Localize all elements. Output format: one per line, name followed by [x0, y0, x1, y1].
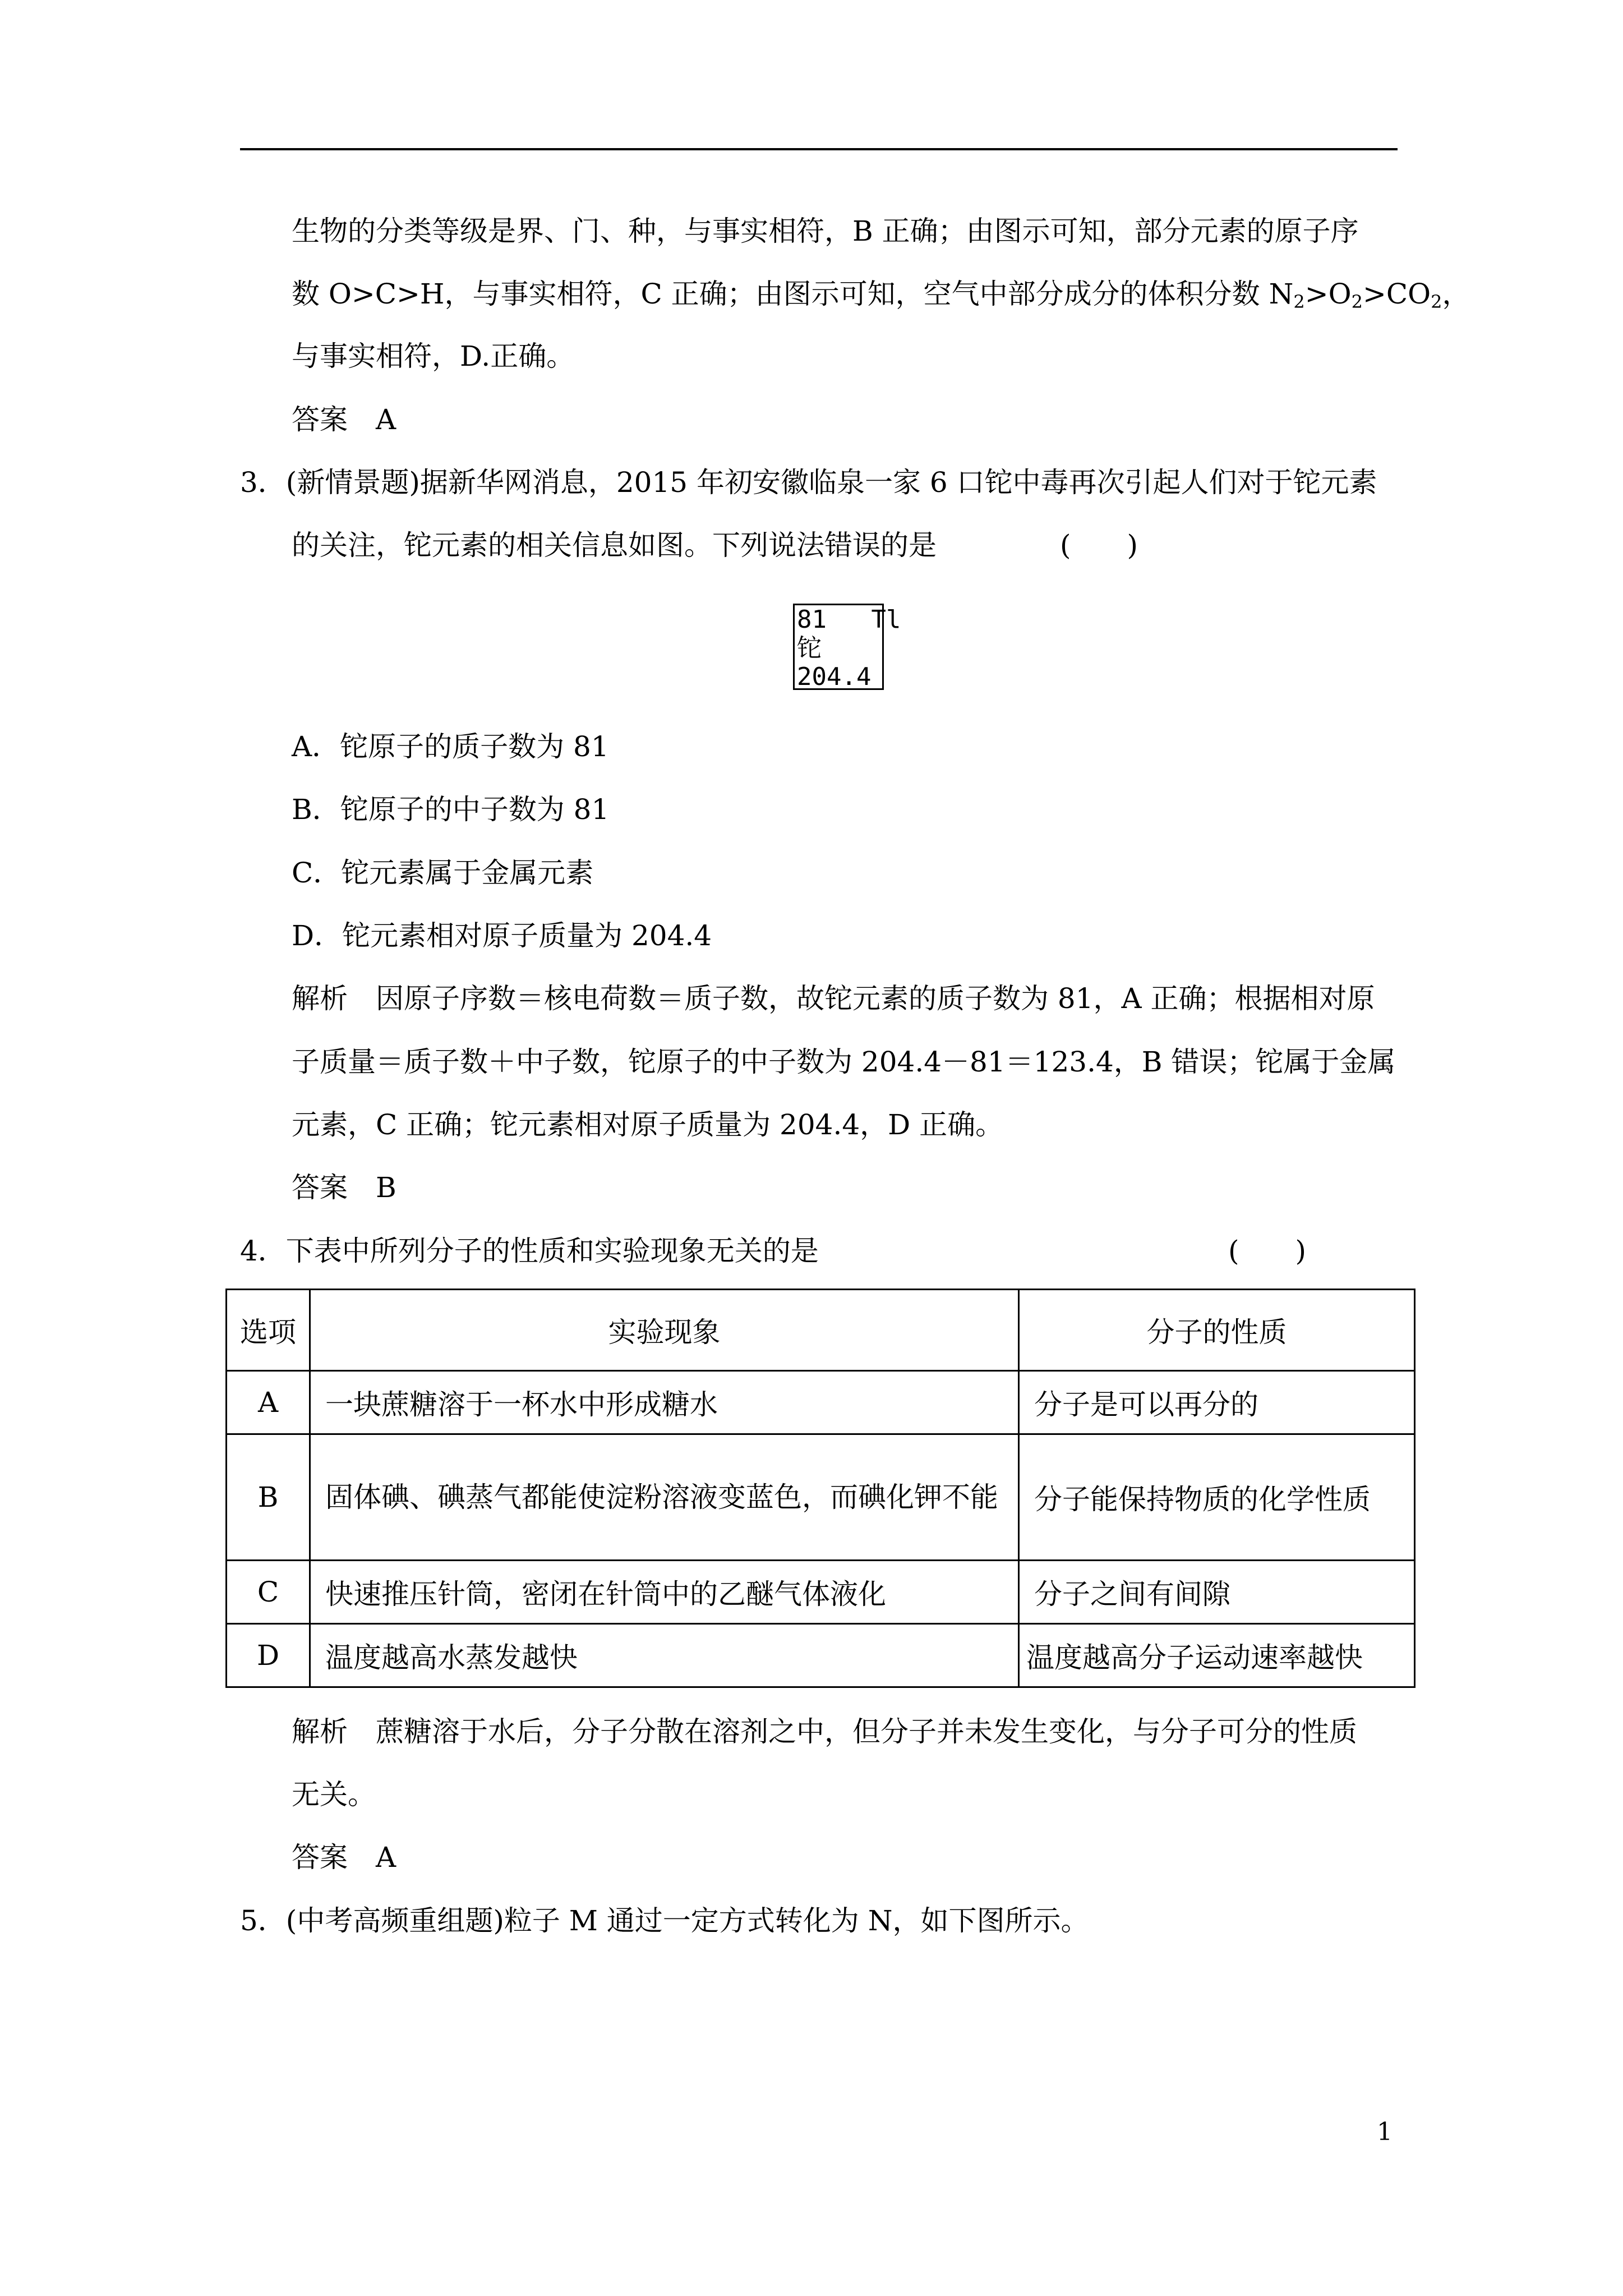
- q3-option-c: C．铊元素属于金属元素: [292, 857, 594, 889]
- q3-answer: 答案 B: [292, 1171, 396, 1204]
- q4-answer: 答案 A: [292, 1841, 396, 1874]
- table-row: [227, 1624, 1415, 1687]
- q4-analysis-line-2: 无关。: [292, 1778, 376, 1811]
- q3-option-a: A．铊原子的质子数为 81: [292, 730, 609, 763]
- intro-line-3: 与事实相符，D.正确。: [292, 340, 575, 372]
- table-row: [227, 1561, 1415, 1624]
- intro-line-1: 生物的分类等级是界、门、种，与事实相符，B 正确；由图示可知，部分元素的原子序: [292, 215, 1359, 247]
- q3-option-d: D．铊元素相对原子质量为 204.4: [292, 919, 712, 952]
- experiment-table: [225, 1289, 1415, 1688]
- row-property: 分子能保持物质的化学性质: [1019, 1434, 1415, 1561]
- row-property: 温度越高分子运动速率越快: [1019, 1624, 1415, 1687]
- row-phenomenon: 温度越高水蒸发越快: [310, 1624, 1019, 1687]
- q4-analysis-line-1: 解析 蔗糖溶于水后，分子分散在溶剂之中，但分子并未发生变化，与分子可分的性质: [292, 1715, 1357, 1748]
- q3-analysis-line-1: 解析 因原子序数＝核电荷数＝质子数，故铊元素的质子数为 81，A 正确；根据相对原: [292, 982, 1375, 1015]
- q5-stem: 5．(中考高频重组题)粒子 M 通过一定方式转化为 N，如下图所示。: [240, 1904, 1089, 1937]
- element-mass: 204.4: [797, 662, 872, 691]
- row-option: B: [227, 1434, 310, 1561]
- thallium-element-card: [793, 604, 901, 691]
- table-row: [227, 1371, 1415, 1434]
- q3-option-b: B．铊原子的中子数为 81: [292, 793, 610, 826]
- page-number: 1: [1377, 2118, 1393, 2146]
- row-option: D: [227, 1624, 310, 1687]
- row-option: A: [227, 1371, 310, 1434]
- q4-answer-parentheses: ( ): [1228, 1235, 1307, 1267]
- row-phenomenon: 一块蔗糖溶于一杯水中形成糖水: [310, 1371, 1019, 1434]
- intro-line-2: 数 O>C>H，与事实相符，C 正确；由图示可知，空气中部分成分的体积分数 $N_2>O_2>CO_2$，: [292, 278, 1470, 312]
- q3-analysis-line-3: 元素，C 正确；铊元素相对原子质量为 204.4，D 正确。: [292, 1108, 1004, 1141]
- answer-previous: 答案 A: [292, 403, 396, 436]
- row-property: 分子之间有间隙: [1019, 1561, 1415, 1624]
- q3-stem-line-2: 的关注，铊元素的相关信息如图。下列说法错误的是: [292, 529, 937, 562]
- table-row: [227, 1434, 1415, 1561]
- row-property: 分子是可以再分的: [1019, 1371, 1415, 1434]
- header-rule: [240, 148, 1398, 150]
- table-header-property: 分子的性质: [1019, 1290, 1415, 1371]
- row-phenomenon: 快速推压针筒，密闭在针筒中的乙醚气体液化: [310, 1561, 1019, 1624]
- q3-answer-parentheses: ( ): [1060, 529, 1138, 562]
- row-phenomenon: 固体碘、碘蒸气都能使淀粉溶液变蓝色，而碘化钾不能: [310, 1434, 1019, 1561]
- q3-stem-line-1: 3．(新情景题)据新华网消息，2015 年初安徽临泉一家 6 口铊中毒再次引起人们对于铊元素: [240, 466, 1377, 499]
- table-header-row: [227, 1290, 1415, 1371]
- table-header-option: 选项: [227, 1290, 310, 1371]
- q4-stem: 4．下表中所列分子的性质和实验现象无关的是: [240, 1235, 819, 1267]
- q3-analysis-line-2: 子质量＝质子数＋中子数，铊原子的中子数为 204.4－81＝123.4，B 错误；铊属于金属: [292, 1046, 1396, 1078]
- element-number-symbol: 81 Tl: [797, 605, 901, 634]
- table-header-phenomenon: 实验现象: [310, 1290, 1019, 1371]
- element-name: 铊: [797, 634, 822, 662]
- row-option: C: [227, 1561, 310, 1624]
